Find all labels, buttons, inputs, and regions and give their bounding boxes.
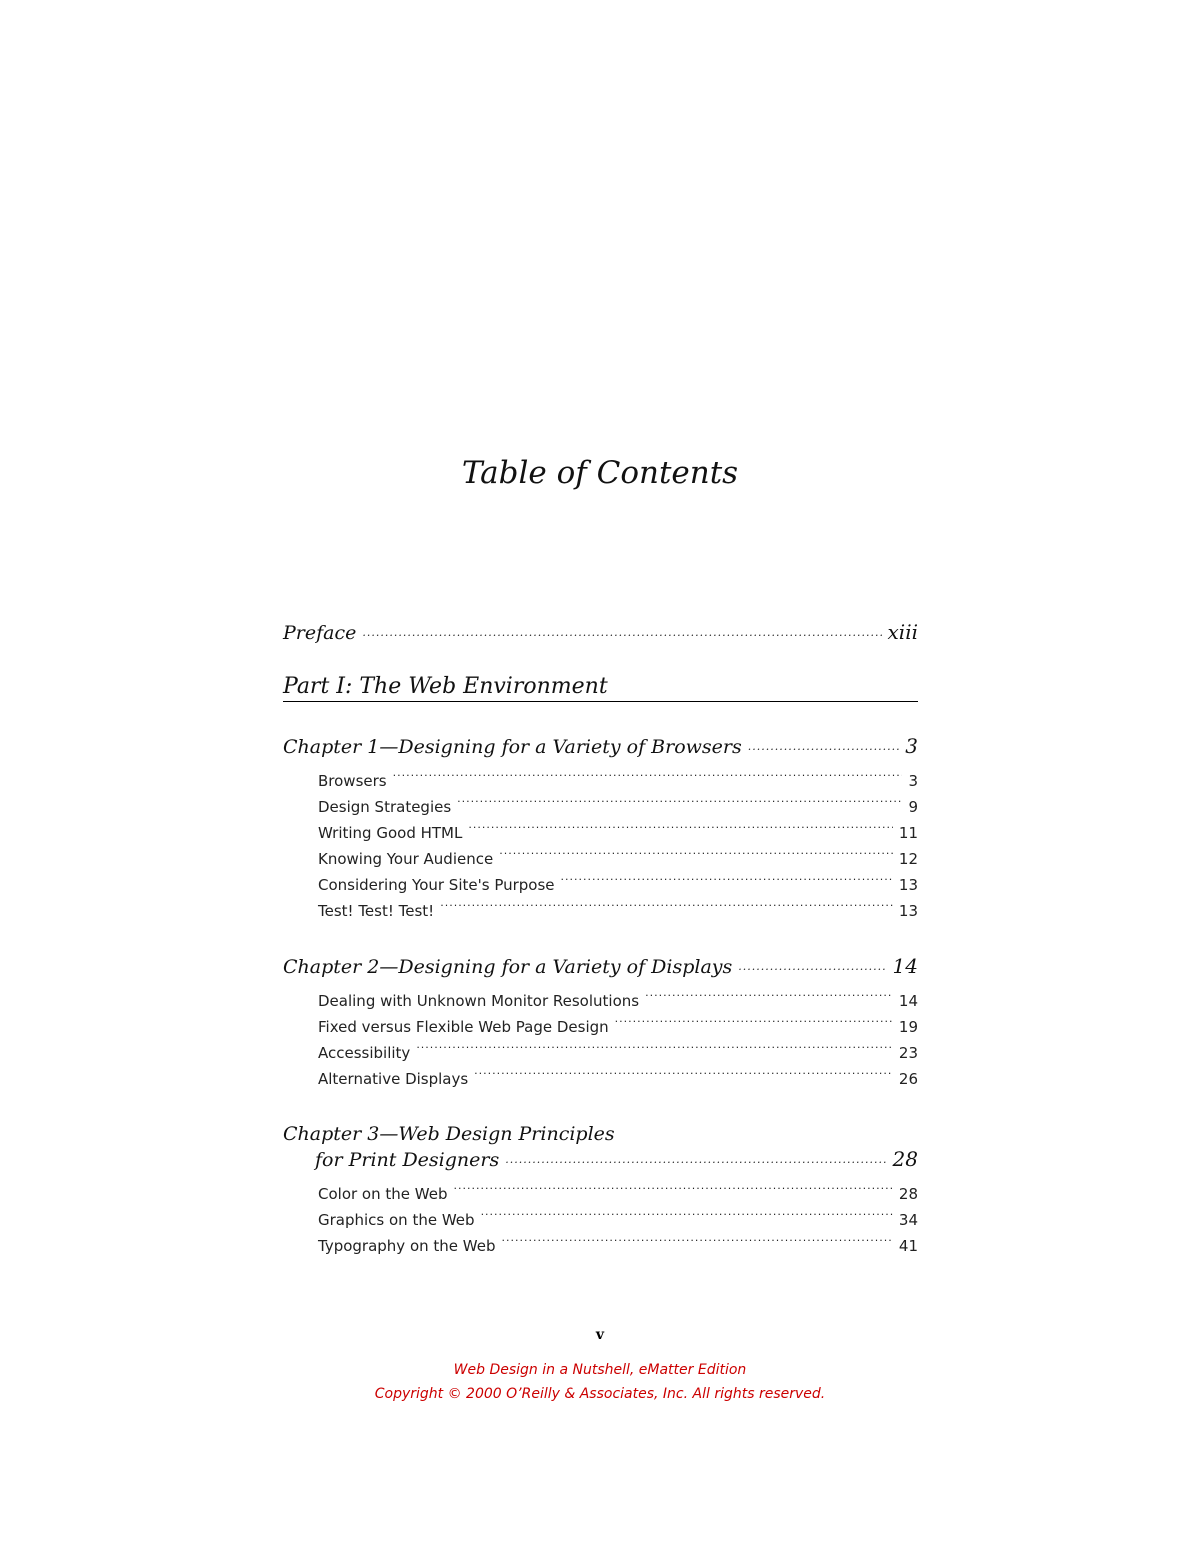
- chapter-1-sections: [283, 768, 918, 924]
- page-title: Table of Contents: [461, 455, 739, 491]
- toc-entry-page: 3: [905, 734, 918, 758]
- toc-entry-label: Chapter 1—Designing for a Variety of Browsers: [283, 736, 742, 758]
- part-heading: Part I: The Web Environment: [283, 674, 918, 702]
- dot-leader: [505, 1147, 886, 1166]
- toc-entry-label: Dealing with Unknown Monitor Resolutions: [318, 992, 640, 1010]
- toc-entry-page: 14: [898, 992, 918, 1010]
- toc-entry-label: Knowing Your Audience: [318, 850, 494, 868]
- toc-entry-page: 3: [908, 772, 918, 790]
- page-number: v: [595, 1327, 605, 1343]
- dot-leader: [645, 991, 893, 1006]
- toc-entry-page: 19: [898, 1018, 918, 1036]
- dot-leader: [468, 823, 893, 838]
- dot-leader: [453, 1184, 892, 1199]
- toc-entry-page: 26: [898, 1070, 918, 1088]
- dot-leader: [393, 771, 903, 786]
- toc-entry-page: 14: [892, 954, 918, 978]
- toc-entry-page: 11: [898, 824, 918, 842]
- toc-entry-label-line1: Chapter 3—Web Design Principles: [283, 1123, 615, 1145]
- footer-copyright: Copyright © 2000 O’Reilly & Associates, Inc. All rights reserved.: [374, 1386, 826, 1402]
- toc-entry-section[interactable]: [318, 1207, 918, 1233]
- dot-leader: [502, 1236, 893, 1251]
- toc-entry-page: 9: [908, 798, 918, 816]
- dot-leader: [416, 1043, 893, 1058]
- toc-entry-section[interactable]: [318, 1040, 918, 1066]
- dot-leader: [457, 797, 902, 812]
- dot-leader: [440, 901, 893, 916]
- toc-entry-section[interactable]: [318, 898, 918, 924]
- toc-entry-section[interactable]: [318, 846, 918, 872]
- toc-entry-label-line2-row: [315, 1147, 918, 1171]
- toc-entry-section[interactable]: [318, 794, 918, 820]
- toc-entry-label: Alternative Displays: [318, 1070, 469, 1088]
- chapter-3-sections: [283, 1181, 918, 1259]
- toc-entry-page: 12: [898, 850, 918, 868]
- toc-entry-section[interactable]: [318, 1014, 918, 1040]
- dot-leader: [748, 734, 900, 753]
- table-of-contents: [283, 620, 918, 1259]
- toc-entry-page: 28: [898, 1185, 918, 1203]
- toc-entry-label: Chapter 2—Designing for a Variety of Displays: [283, 956, 733, 978]
- toc-entry-preface[interactable]: [283, 620, 918, 644]
- dot-leader: [499, 849, 893, 864]
- toc-entry-label: Writing Good HTML: [318, 824, 463, 842]
- toc-entry-section[interactable]: [318, 1233, 918, 1259]
- toc-entry-page: 13: [898, 902, 918, 920]
- toc-entry-section[interactable]: [318, 988, 918, 1014]
- toc-entry-label: Graphics on the Web: [318, 1211, 475, 1229]
- toc-entry-label: Preface: [283, 622, 357, 644]
- toc-entry-label: Browsers: [318, 772, 387, 790]
- toc-entry-page: 23: [898, 1044, 918, 1062]
- toc-entry-section[interactable]: [318, 1066, 918, 1092]
- toc-entry-chapter-1[interactable]: [283, 734, 918, 758]
- toc-entry-page: 28: [892, 1147, 918, 1171]
- toc-entry-label: Considering Your Site's Purpose: [318, 876, 555, 894]
- dot-leader: [362, 620, 881, 639]
- dot-leader: [561, 875, 893, 890]
- toc-entry-chapter-2[interactable]: [283, 954, 918, 978]
- toc-entry-section[interactable]: [318, 1181, 918, 1207]
- toc-entry-page: 34: [898, 1211, 918, 1229]
- toc-entry-section[interactable]: [318, 768, 918, 794]
- dot-leader: [474, 1069, 893, 1084]
- toc-entry-section[interactable]: [318, 820, 918, 846]
- footer-edition: Web Design in a Nutshell, eMatter Edition: [453, 1362, 747, 1378]
- toc-entry-page: 13: [898, 876, 918, 894]
- chapter-2-sections: [283, 988, 918, 1092]
- toc-entry-label: Design Strategies: [318, 798, 452, 816]
- dot-leader: [481, 1210, 893, 1225]
- toc-entry-page: 41: [898, 1237, 918, 1255]
- toc-entry-label: Accessibility: [318, 1044, 411, 1062]
- toc-entry-label: Color on the Web: [318, 1185, 448, 1203]
- toc-entry-chapter-3[interactable]: [283, 1122, 918, 1171]
- toc-entry-label: Test! Test! Test!: [318, 902, 435, 920]
- dot-leader: [738, 954, 886, 973]
- dot-leader: [615, 1017, 893, 1032]
- toc-entry-label: Typography on the Web: [318, 1237, 496, 1255]
- toc-entry-page: xiii: [887, 620, 918, 644]
- toc-entry-section[interactable]: [318, 872, 918, 898]
- toc-entry-label: Fixed versus Flexible Web Page Design: [318, 1018, 609, 1036]
- toc-entry-label: for Print Designers: [315, 1149, 500, 1171]
